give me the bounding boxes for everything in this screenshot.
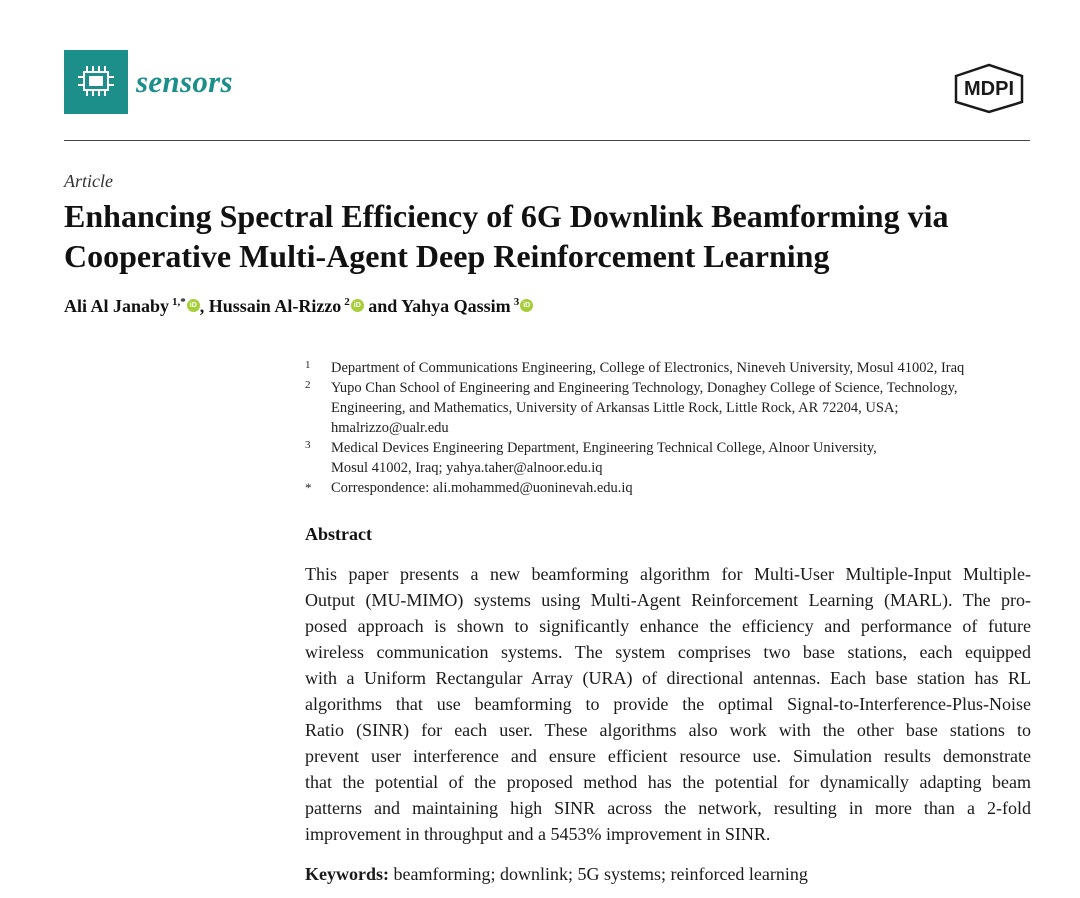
orcid-icon[interactable]: iD: [520, 299, 533, 312]
affiliation-line: Yupo Chan School of Engineering and Engineering Technology, Donaghey College of Science, Technology,: [331, 380, 958, 396]
publisher-name: MDPI: [964, 78, 1014, 100]
correspondence-line[interactable]: Correspondence: ali.mohammed@uoninevah.edu.iq: [331, 480, 633, 496]
affiliation-line: Engineering, and Mathematics, University of Arkansas Little Rock, Little Rock, AR 72204, USA;: [331, 400, 899, 416]
keywords-text: beamforming; downlink; 5G systems; reinforced learning: [389, 864, 808, 884]
abstract-line: that the potential of the proposed method has the potential for dynamically adapting beam: [305, 772, 1031, 792]
author-separator: ,: [199, 296, 209, 316]
author-affiliation-mark: 3: [513, 296, 520, 308]
abstract-line: algorithms that use beamforming to provide the optimal Signal-to-Interference-Plus-Noise: [305, 694, 1031, 714]
abstract-line: Ratio (SINR) for each user. These algorithms also work with the other base stations to: [305, 720, 1031, 740]
affiliation-list: [305, 358, 1045, 498]
orcid-icon[interactable]: iD: [187, 299, 200, 312]
author-separator: and: [363, 296, 402, 316]
abstract-body: [305, 561, 1031, 847]
affiliation-mark: 2: [305, 379, 311, 391]
publisher-logo: [948, 62, 1030, 114]
affiliation-item: [305, 378, 1045, 438]
affiliation-line: Department of Communications Engineering, College of Electronics, Nineveh University, Mosul 41002, Iraq: [331, 360, 965, 376]
affiliation-mark: 3: [305, 439, 311, 451]
correspondence-mark: *: [305, 480, 312, 495]
affiliation-line: Mosul 41002, Iraq; yahya.taher@alnoor.edu.iq: [331, 460, 603, 476]
abstract-heading: Abstract: [305, 524, 372, 544]
affiliation-item: [305, 438, 1045, 478]
affiliation-item: [305, 358, 1045, 378]
header-divider: [64, 140, 1030, 141]
keywords-label: Keywords:: [305, 864, 389, 884]
journal-name: sensors: [136, 64, 233, 99]
author-name[interactable]: Hussain Al-Rizzo: [208, 296, 342, 316]
title-line: Enhancing Spectral Efficiency of 6G Downlink Beamforming via: [64, 198, 949, 234]
author-list: [64, 296, 533, 317]
author-name[interactable]: Ali Al Janaby: [64, 296, 170, 316]
journal-logo: [64, 50, 128, 114]
title-line: Cooperative Multi-Agent Deep Reinforcement Learning: [64, 238, 830, 274]
affiliation-email[interactable]: hmalrizzo@ualr.edu: [331, 420, 449, 436]
keywords: [305, 864, 808, 885]
chip-icon: [74, 60, 118, 104]
affiliation-mark: 1: [305, 359, 311, 371]
correspondence-item: [305, 478, 1045, 498]
author-affiliation-mark: 2: [344, 296, 350, 308]
article-type: Article: [64, 171, 113, 191]
author-name[interactable]: Yahya Qassim: [401, 296, 511, 316]
affiliation-line: Medical Devices Engineering Department, Engineering Technical College, Alnoor University,: [331, 440, 877, 456]
orcid-icon[interactable]: iD: [351, 299, 364, 312]
abstract-line: improvement in throughput and a 5453% improvement in SINR.: [305, 824, 771, 844]
abstract-line: prevent user interference and ensure efficient resource use. Simulation results demonstrate: [305, 746, 1031, 766]
abstract-line: Output (MU-MIMO) systems using Multi-Agent Reinforcement Learning (MARL). The pro-: [305, 590, 1031, 610]
paper-title: [64, 196, 1044, 276]
abstract-line: with a Uniform Rectangular Array (URA) of directional antennas. Each base station has RL: [305, 668, 1031, 688]
author-affiliation-mark: 1,*: [172, 296, 186, 308]
abstract-line: wireless communication systems. The system comprises two base stations, each equipped: [305, 642, 1031, 662]
abstract-line: posed approach is shown to significantly enhance the efficiency and performance of future: [305, 616, 1031, 636]
abstract-line: This paper presents a new beamforming algorithm for Multi-User Multiple-Input Multiple-: [305, 564, 1031, 584]
abstract-line: patterns and maintaining high SINR across the network, resulting in more than a 2-fold: [305, 798, 1031, 818]
journal-header: [64, 50, 1030, 116]
